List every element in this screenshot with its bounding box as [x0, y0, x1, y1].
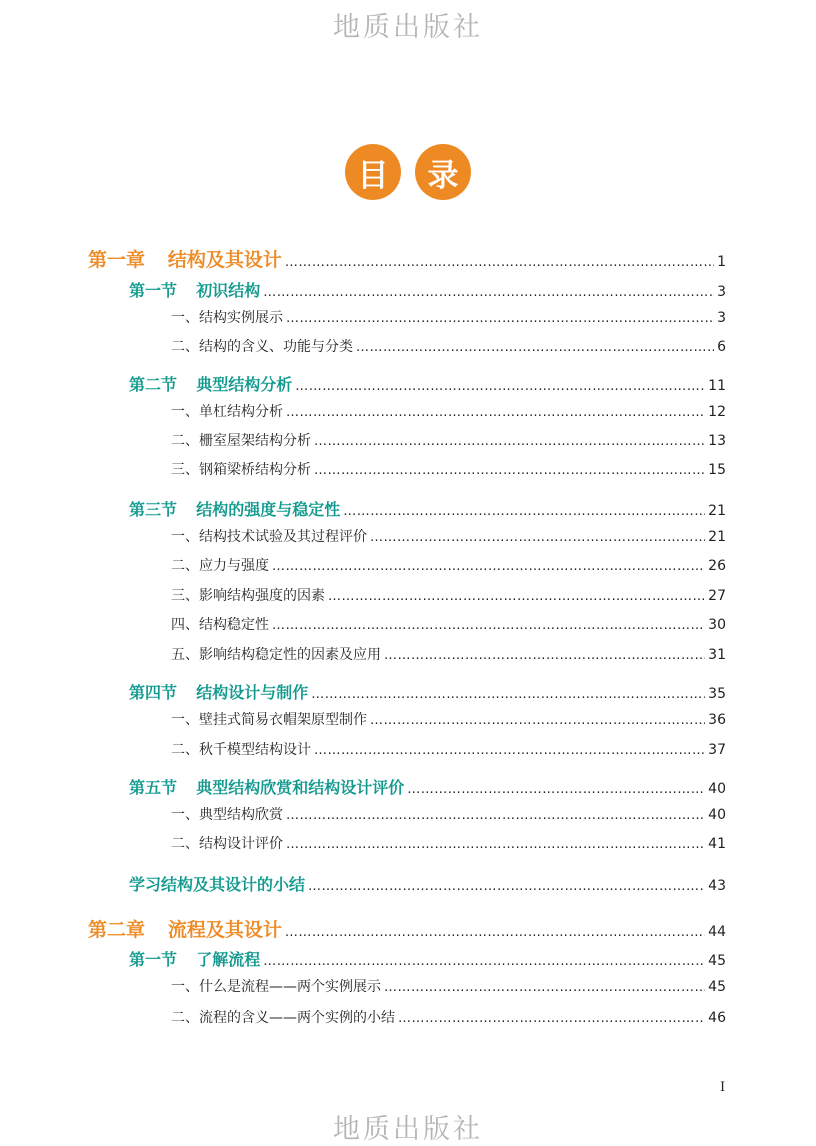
toc-item[interactable] — [171, 555, 726, 575]
toc-item[interactable] — [171, 976, 726, 996]
toc-item[interactable] — [171, 459, 726, 479]
toc-item[interactable] — [171, 614, 726, 634]
toc-section[interactable] — [129, 680, 726, 703]
item-title: 四、结构稳定性 — [171, 617, 269, 633]
leader-dots — [356, 340, 714, 355]
item-title: 一、结构实例展示 — [171, 310, 283, 326]
leader-dots — [263, 954, 705, 969]
section-title: 学习结构及其设计的小结 — [129, 875, 306, 894]
chapter-title: 结构及其设计 — [167, 249, 282, 271]
section-number: 第一节 — [129, 950, 178, 969]
title-char-1: 目 — [345, 144, 401, 200]
leader-dots — [311, 687, 705, 702]
page-number: 43 — [708, 878, 726, 894]
section-title: 典型结构欣赏和结构设计评价 — [196, 778, 405, 797]
toc-chapter-2[interactable] — [88, 915, 726, 942]
section-number: 第三节 — [129, 500, 178, 519]
watermark-bottom: 地质出版社 — [333, 1114, 483, 1145]
toc-section[interactable] — [129, 947, 726, 970]
leader-dots — [272, 618, 705, 633]
leader-dots — [314, 434, 705, 449]
toc-item[interactable] — [171, 307, 726, 327]
page-number: 35 — [708, 686, 726, 702]
toc-chapter-1[interactable] — [88, 245, 726, 272]
leader-dots — [314, 463, 705, 478]
page-number: 21 — [708, 529, 726, 545]
toc-item[interactable] — [171, 804, 726, 824]
leader-dots — [272, 559, 705, 574]
toc-section[interactable] — [129, 497, 726, 520]
section-number: 第一节 — [129, 281, 178, 300]
leader-dots — [295, 379, 705, 394]
chapter-number: 第一章 — [88, 249, 146, 271]
leader-dots — [286, 311, 714, 326]
item-title: 一、结构技术试验及其过程评价 — [171, 529, 367, 545]
leader-dots — [398, 1011, 705, 1026]
toc-section[interactable] — [129, 278, 726, 301]
toc-item[interactable] — [171, 430, 726, 450]
section-title: 初识结构 — [196, 281, 261, 300]
item-title: 一、单杠结构分析 — [171, 404, 283, 420]
leader-dots — [285, 925, 705, 940]
page-number: 41 — [708, 836, 726, 852]
leader-dots — [286, 808, 705, 823]
title-char-2: 录 — [415, 144, 471, 200]
page-number: 37 — [708, 742, 726, 758]
chapter-number: 第二章 — [88, 919, 146, 941]
item-title: 二、应力与强度 — [171, 558, 269, 574]
toc-item[interactable] — [171, 1007, 726, 1027]
toc-item[interactable] — [171, 585, 726, 605]
page-number: 12 — [708, 404, 726, 420]
page-number: 6 — [717, 339, 726, 355]
toc-item[interactable] — [171, 739, 726, 759]
item-title: 三、影响结构强度的因素 — [171, 588, 325, 604]
section-number: 第四节 — [129, 683, 178, 702]
page-number: 30 — [708, 617, 726, 633]
toc-item[interactable] — [171, 401, 726, 421]
item-title: 一、典型结构欣赏 — [171, 807, 283, 823]
item-title: 二、结构设计评价 — [171, 836, 283, 852]
leader-dots — [328, 589, 705, 604]
page-number: 40 — [708, 807, 726, 823]
leader-dots — [407, 782, 705, 797]
item-title: 二、秋千模型结构设计 — [171, 742, 311, 758]
leader-dots — [286, 405, 705, 420]
page-number: 13 — [708, 433, 726, 449]
item-title: 二、流程的含义——两个实例的小结 — [171, 1010, 395, 1026]
toc-item[interactable] — [171, 644, 726, 664]
page-number: 40 — [708, 781, 726, 797]
leader-dots — [384, 980, 705, 995]
section-title: 结构设计与制作 — [196, 683, 309, 702]
leader-dots — [285, 255, 714, 270]
leader-dots — [370, 530, 705, 545]
toc-item[interactable] — [171, 526, 726, 546]
folio-page-number: I — [720, 1080, 726, 1095]
page-number: 45 — [708, 979, 726, 995]
item-title: 三、钢箱梁桥结构分析 — [171, 462, 311, 478]
item-title: 一、什么是流程——两个实例展示 — [171, 979, 381, 995]
toc-item[interactable] — [171, 336, 726, 356]
page-number: 27 — [708, 588, 726, 604]
page-number: 44 — [708, 924, 726, 940]
leader-dots — [263, 285, 714, 300]
leader-dots — [314, 743, 705, 758]
page-number: 46 — [708, 1010, 726, 1026]
item-title: 五、影响结构稳定性的因素及应用 — [171, 647, 381, 663]
section-number: 第二节 — [129, 375, 178, 394]
leader-dots — [308, 879, 705, 894]
item-title: 一、壁挂式简易衣帽架原型制作 — [171, 712, 367, 728]
toc-item[interactable] — [171, 709, 726, 729]
leader-dots — [384, 648, 705, 663]
leader-dots — [343, 504, 705, 519]
page-number: 11 — [708, 378, 726, 394]
watermark-top: 地质出版社 — [333, 12, 483, 43]
section-title: 结构的强度与稳定性 — [196, 500, 341, 519]
page-number: 36 — [708, 712, 726, 728]
leader-dots — [286, 837, 705, 852]
page-number: 45 — [708, 953, 726, 969]
chapter-title: 流程及其设计 — [167, 919, 282, 941]
page-number: 15 — [708, 462, 726, 478]
page-number: 1 — [717, 254, 726, 270]
page-number: 3 — [717, 310, 726, 326]
page-number: 3 — [717, 284, 726, 300]
toc-item[interactable] — [171, 833, 726, 853]
section-title: 典型结构分析 — [196, 375, 293, 394]
page-number: 21 — [708, 503, 726, 519]
item-title: 二、栅室屋架结构分析 — [171, 433, 311, 449]
page-number: 26 — [708, 558, 726, 574]
toc-section[interactable] — [129, 775, 726, 798]
item-title: 二、结构的含义、功能与分类 — [171, 339, 353, 355]
toc-summary[interactable] — [129, 872, 726, 895]
toc-section[interactable] — [129, 372, 726, 395]
section-title: 了解流程 — [196, 950, 261, 969]
page-number: 31 — [708, 647, 726, 663]
leader-dots — [370, 713, 705, 728]
section-number: 第五节 — [129, 778, 178, 797]
